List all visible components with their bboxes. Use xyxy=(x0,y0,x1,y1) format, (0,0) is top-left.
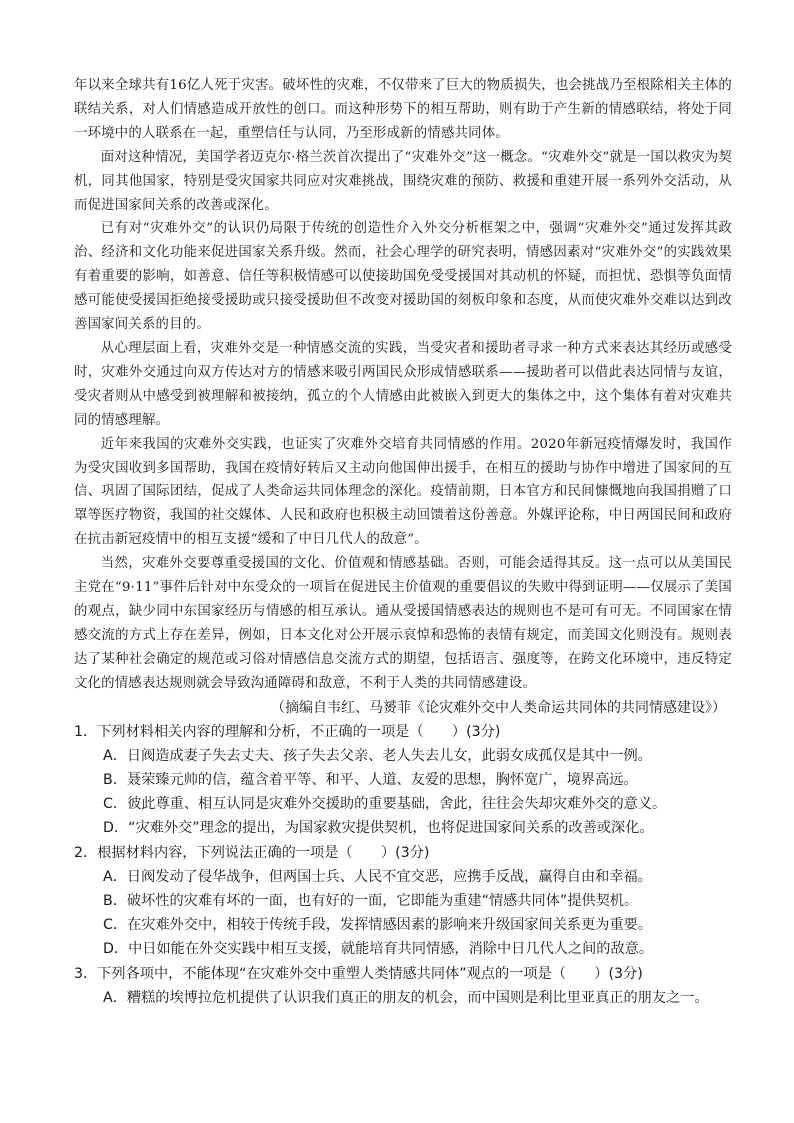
question-stem: 1．下列材料相关内容的理解和分析，不正确的一项是（ ）(3分) xyxy=(74,723,501,740)
reading-passage xyxy=(74,74,732,696)
question-option: B．破坏性的灾难有坏的一面，也有好的一面，它即能为重建“情感共同体”提供契机。 xyxy=(103,892,639,909)
passage-paragraph: 近年来我国的灾难外交实践，也证实了灾难外交培育共同情感的作用。2020年新冠疫情爆发时，我国作为受灾国收到多国帮助，我国在疫情好转后又主动向他国伸出援手，在相互的援助与协作中增进了国家间的互信、巩固了国际团结，促成了人类命运共同体理念的深化。疫情前期，日本官方和民间慷慨地向我国捐赠了口罩等医疗物资，我国的社交媒体、人民和政府也积极主动回馈着这份善意。外媒评论称，中日两国民间和政府在抗击新冠疫情中的相互支援“缓和了中日几代人的敌意”。 xyxy=(74,436,732,548)
question-2 xyxy=(74,841,732,962)
passage-paragraph: 从心理层面上看，灾难外交是一种情感交流的实践，当受灾者和援助者寻求一种方式来表达其经历或感受时，灾难外交通过向双方传达对方的情感来吸引两国民众形成情感联系——援助者可以借此表达同情与友谊，受灾者则从中感受到被理解和被接纳，孤立的个人情感由此被嵌入到更大的集体之中，这个集体有着对灾难共同的情感理解。 xyxy=(74,340,732,428)
question-option: B．聂荣臻元帅的信，蕴含着平等、和平、人道、友爱的思想，胸怀宽广，境界高远。 xyxy=(103,771,638,788)
question-1 xyxy=(74,720,732,841)
question-option: A．日阀发动了侵华战争，但两国士兵、人民不宜交恶，应携手反战，赢得自由和幸福。 xyxy=(103,868,652,885)
question-option: C．在灾难外交中，相较于传统手段，发挥情感因素的影响来升级国家间关系更为重要。 xyxy=(103,917,653,934)
passage-paragraph: 年以来全球共有16亿人死于灾害。破坏性的灾难，不仅带来了巨大的物质损失，也会挑战乃至根除相关主体的联结关系，对人们情感造成开放性的创口。而这种形势下的相互帮助，则有助于产生新的情感联结，将处于同一环境中的人联系在一起，重塑信任与认同，乃至形成新的情感共同体。 xyxy=(74,78,732,141)
question-option: C．彼此尊重、相互认同是灾难外交援助的重要基础，舍此，往往会失却灾难外交的意义。 xyxy=(103,796,667,813)
question-option: A．日阀造成妻子失去丈夫、孩子失去父亲、老人失去儿女，此弱女成孤仅是其中一例。 xyxy=(103,747,652,764)
passage-paragraph: 当然，灾难外交要尊重受援国的文化、价值观和情感基础。否则，可能会适得其反。这一点可以从美国民主党在“9·11”事件后针对中东受众的一项旨在促进民主价值观的重要倡议的失败中得到证明——仅展示了美国的观点，缺少同中东国家经历与情感的相互承认。通从受援国情感表达的规则也不是可有可无。不同国家在情感交流的方式上存在差异，例如，日本文化对公开展示哀悼和恐怖的表情有规定，而美国文化则没有。规则表达了某种社会确定的规范或习俗对情感信息交流方式的期望，包括语言、强度等，在跨文化环境中，违反特定文化的情感表达规则就会导致沟通障碍和敌意，不利于人类的共同情感建设。 xyxy=(74,556,732,691)
question-list xyxy=(74,720,732,1010)
passage-source: （摘编自韦红、马赟菲《论灾难外交中人类命运共同体的共同情感建设》） xyxy=(271,699,726,716)
passage-paragraph: 已有对“灾难外交”的认识仍局限于传统的创造性介入外交分析框架之中，强调“灾难外交”通过发挥其政治、经济和文化功能来促进国家关系升级。然而，社会心理学的研究表明，情感因素对“灾难外交”的实践效果有着重要的影响，如善意、信任等积极情感可以使接助国免受受援国对其动机的怀疑，而担忧、恐惧等负面情感可能使受援国拒绝接受援助或只接受援助但不改变对援助国的刻板印象和态度，从而使灾难外交难以达到改善国家间关系的目的。 xyxy=(74,221,732,333)
question-stem: 2．根据材料内容，下列说法正确的一项是（ ）(3分) xyxy=(74,844,430,861)
question-option: D．中日如能在外交实践中相互支援，就能培育共同情感，消除中日几代人之间的敌意。 xyxy=(103,941,654,958)
question-option: A．糟糕的埃博拉危机提供了认识我们真正的朋友的机会，而中国则是利比里亚真正的朋友之一。 xyxy=(103,989,709,1006)
passage-paragraph: 面对这种情况，美国学者迈克尔·格兰茨首次提出了“灾难外交”这一概念。“灾难外交”就是一国以救灾为契机，同其他国家，特别是受灾国家共同应对灾难挑战，围绕灾难的预防、救援和重建开展一系列外交活动，从而促进国家间关系的改善或深化。 xyxy=(74,149,732,213)
question-3 xyxy=(74,962,732,1010)
question-stem: 3．下列各项中，不能体现“在灾难外交中重塑人类情感共同体”观点的一项是（ ）(3分) xyxy=(74,965,643,982)
question-option: D．“灾难外交”理念的提出，为国家救灾提供契机，也将促进国家间关系的改善或深化。 xyxy=(103,820,654,837)
